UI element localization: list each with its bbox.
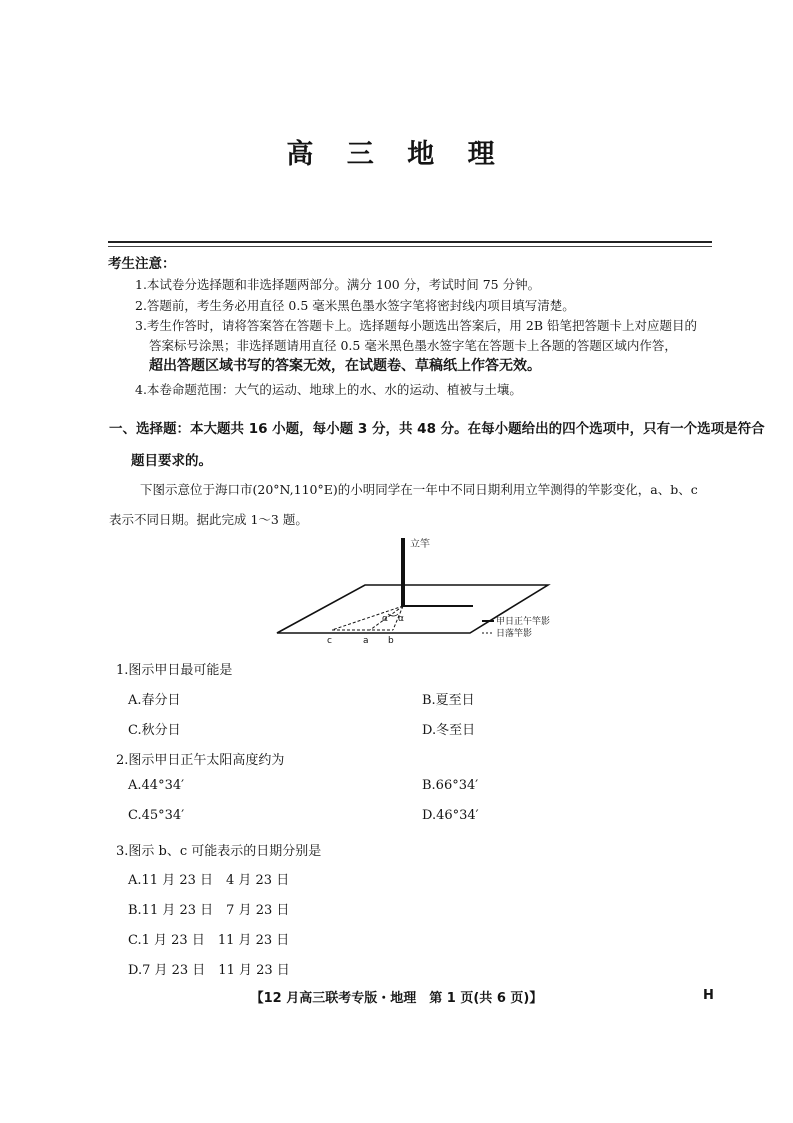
angle-label-2: α — [398, 614, 404, 624]
intro-line1: 下图示意位于海口市(20°N,110°E)的小明同学在一年中不同日期利用立竿测得的竿影变化，a、b、c — [140, 482, 698, 497]
question-2-option-b: B.66°34′ — [422, 778, 479, 793]
question-3-option-a: A.11 月 23 日 4 月 23 日 — [128, 873, 290, 888]
legend-solid-label: 甲日正午竿影 — [496, 617, 551, 627]
notice-item-4: 4.本卷命题范围：大气的运动、地球上的水、水的运动、植被与土壤。 — [135, 382, 522, 397]
question-1-option-d: D.冬至日 — [422, 723, 476, 738]
question-2-option-c: C.45°34′ — [128, 808, 185, 823]
question-1-option-c: C.秋分日 — [128, 723, 181, 738]
intro-line2: 表示不同日期。据此完成 1～3 题。 — [109, 512, 308, 527]
question-1-stem: 1.图示甲日最可能是 — [116, 663, 233, 678]
point-label-a: a — [363, 636, 369, 646]
notice-item-2: 2.答题前，考生务必用直径 0.5 毫米黑色墨水签字笔将密封线内项目填写清楚。 — [135, 298, 575, 313]
question-3-stem: 3.图示 b、c 可能表示的日期分别是 — [116, 844, 322, 859]
angle-label-1: α — [382, 614, 388, 624]
notice-item-3-cont: 答案标号涂黑；非选择题请用直径 0.5 毫米黑色墨水签字笔在答题卡上各题的答题区域内作答， — [149, 338, 677, 353]
question-2-stem: 2.图示甲日正午太阳高度约为 — [116, 753, 285, 768]
notice-item-3-emphasis: 超出答题区域书写的答案无效，在试题卷、草稿纸上作答无效。 — [149, 358, 541, 374]
question-2-option-d: D.46°34′ — [422, 808, 479, 823]
shadow-figure — [260, 530, 580, 650]
header-rule-thin — [108, 246, 712, 247]
question-3-option-b: B.11 月 23 日 7 月 23 日 — [128, 903, 290, 918]
notice-item-3: 3.考生作答时，请将答案答在答题卡上。选择题每小题选出答案后，用 2B 铅笔把答题卡上对应题目的 — [135, 318, 698, 333]
sunset-shadow-c — [332, 606, 403, 630]
footer-version-mark: H — [703, 988, 714, 1003]
question-1-option-b: B.夏至日 — [422, 693, 475, 708]
point-label-c: c — [327, 636, 332, 646]
page-title: 高 三 地 理 — [286, 139, 507, 170]
question-3-option-d: D.7 月 23 日 11 月 23 日 — [128, 963, 290, 978]
section-heading-line2: 题目要求的。 — [131, 453, 212, 469]
question-2-option-a: A.44°34′ — [128, 778, 185, 793]
question-1-option-a: A.春分日 — [128, 693, 181, 708]
notice-heading: 考生注意： — [108, 256, 176, 272]
section-heading-line1: 一、选择题：本大题共 16 小题，每小题 3 分，共 48 分。在每小题给出的四个选项中，只有一个选项是符合 — [109, 421, 765, 437]
point-label-b: b — [388, 636, 394, 646]
question-3-option-c: C.1 月 23 日 11 月 23 日 — [128, 933, 290, 948]
footer-page-info: 【12 月高三联考专版・地理 第 1 页(共 6 页)】 — [250, 991, 543, 1006]
pole-label: 立竿 — [410, 539, 430, 550]
header-rule-thick — [108, 241, 712, 243]
legend-dashed-label: 日落竿影 — [496, 629, 533, 639]
notice-item-1: 1.本试卷分选择题和非选择题两部分。满分 100 分，考试时间 75 分钟。 — [135, 277, 541, 292]
